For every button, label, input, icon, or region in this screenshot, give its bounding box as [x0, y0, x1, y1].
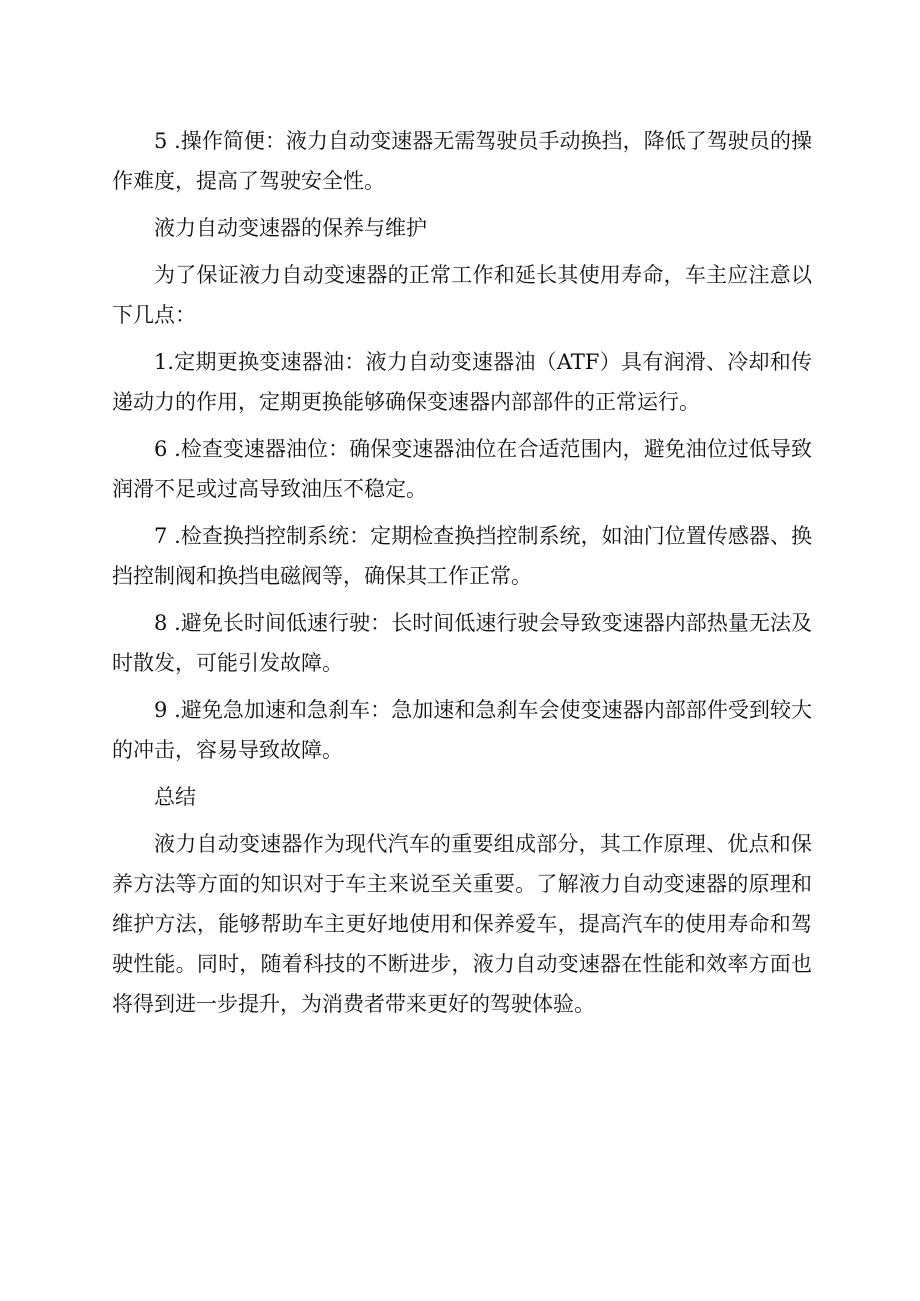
item-7-check-shift-control: 7 .检查换挡控制系统：定期检查换挡控制系统，如油门位置传感器、换挡控制阀和换挡电磁阀等，确保其工作正常。 — [112, 524, 812, 588]
document-body — [112, 121, 812, 1031]
summary-paragraph: 液力自动变速器作为现代汽车的重要组成部分，其工作原理、优点和保养方法等方面的知识对于车主来说至关重要。了解液力自动变速器的原理和维护方法，能够帮助车主更好地使用和保养爱车，提高汽车的使用寿命和驾驶性能。同时，随着科技的不断进步，液力自动变速器在性能和效率方面也将得到进一步提升，为消费者带来更好的驾驶体验。 — [112, 832, 812, 1016]
maintenance-intro: 为了保证液力自动变速器的正常工作和延长其使用寿命，车主应注意以下几点： — [112, 263, 812, 327]
item-5-ease-of-operation: 5 .操作简便：液力自动变速器无需驾驶员手动换挡，降低了驾驶员的操作难度，提高了驾驶安全性。 — [112, 129, 812, 193]
section-heading-maintenance: 液力自动变速器的保养与维护 — [154, 216, 427, 240]
item-8-avoid-low-speed: 8 .避免长时间低速行驶：长时间低速行驶会导致变速器内部热量无法及时散发，可能引发故障。 — [112, 611, 812, 675]
item-9-avoid-hard-accel-brake: 9 .避免急加速和急刹车：急加速和急刹车会使变速器内部部件受到较大的冲击，容易导致故障。 — [112, 698, 812, 762]
item-1-replace-oil: 1.定期更换变速器油：液力自动变速器油（ATF）具有润滑、冷却和传递动力的作用，定期更换能够确保变速器内部部件的正常运行。 — [112, 350, 812, 414]
item-6-check-oil-level: 6 .检查变速器油位：确保变速器油位在合适范围内，避免油位过低导致润滑不足或过高导致油压不稳定。 — [112, 437, 812, 501]
section-heading-summary: 总结 — [154, 785, 196, 809]
